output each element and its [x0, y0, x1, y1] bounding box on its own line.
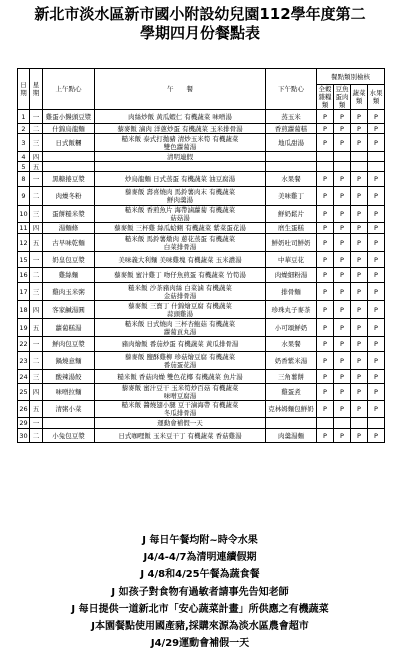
am-snack-cell: 味噌拉麵: [43, 384, 95, 401]
page-title-line-2: 學期四月份餐點表: [139, 24, 260, 42]
lunch-line: 藜麥飯 三寶丁 什錦燴豆腐 有機蔬菜: [128, 301, 232, 310]
weekday-cell: 四: [30, 301, 43, 319]
check-mark: P: [351, 206, 368, 223]
check-mark: [317, 418, 334, 429]
check-mark: [351, 418, 368, 429]
check-mark: P: [351, 223, 368, 234]
lunch-line: 炒烏龍麵 日式蒸蛋 有機蔬菜 油豆腐湯: [124, 175, 236, 183]
header-protein: 豆魚蛋肉類: [335, 85, 349, 109]
lunch-line: 糙米飯 香菇肉燥 雙色花椰 有機蔬菜 魚片湯: [117, 372, 243, 381]
am-snack-cell: 蘿蔔糕湯: [43, 319, 95, 337]
check-mark: P: [317, 301, 334, 319]
lunch-line: 糙米飯 香煎魚片 海帶滷蘿蔔 有機蔬菜: [124, 206, 236, 214]
pm-snack-cell: 雞蛋煮: [266, 384, 317, 401]
lunch-cell: [95, 223, 266, 234]
note-line: J本園餐點使用國產豬,採購來源為淡水區農會超市: [91, 621, 309, 633]
check-mark: P: [334, 319, 351, 337]
weekday-cell: 二: [30, 268, 43, 283]
lunch-line: 蘿蔔貢丸湯: [163, 327, 197, 336]
weekday-cell: 三: [30, 134, 43, 152]
weekday-cell: 四: [30, 152, 43, 162]
page-title-line-1: 新北市淡水區新市國小附設幼兒園112學年度第二: [34, 5, 366, 23]
note-line: J4/4-4/7為清明連續假期: [143, 552, 257, 564]
check-mark: P: [334, 124, 351, 134]
date-cell: 18: [18, 301, 30, 319]
pm-snack-cell: 三角薯餅: [266, 370, 317, 384]
pm-snack-cell: 排骨麵: [266, 283, 317, 301]
check-mark: [368, 162, 385, 172]
check-mark: P: [317, 429, 334, 443]
weekday-cell: 五: [30, 319, 43, 337]
pm-snack-cell: 蒸玉米: [266, 110, 317, 124]
check-mark: P: [351, 252, 368, 268]
lunch-cell: [95, 370, 266, 384]
lunch-line: 肉絲炒飯 黃瓜蝦仁 有機蔬菜 味噌湯: [128, 112, 232, 121]
check-mark: P: [334, 234, 351, 252]
check-mark: P: [351, 370, 368, 384]
weekday-cell: 二: [30, 187, 43, 206]
weekday-cell: 二: [30, 124, 43, 134]
check-mark: P: [334, 206, 351, 223]
pm-snack-cell: [266, 152, 317, 162]
table-row: [18, 234, 385, 252]
pm-snack-cell: 小可頌鮮奶: [266, 319, 317, 337]
check-mark: P: [351, 301, 368, 319]
date-cell: 11: [19, 224, 28, 232]
header-fruit: 水果類: [368, 85, 385, 110]
check-mark: P: [317, 384, 334, 401]
date-cell: 17: [18, 283, 30, 301]
check-mark: P: [334, 370, 351, 384]
check-mark: [368, 418, 385, 429]
lunch-cell: [95, 110, 266, 124]
check-mark: [334, 152, 351, 162]
check-mark: P: [368, 301, 385, 319]
check-mark: P: [334, 252, 351, 268]
am-snack-cell: 酸辣湯餃: [43, 370, 95, 384]
check-mark: [317, 152, 334, 162]
lunch-cell: [95, 429, 266, 443]
am-snack-cell: 古早味乾麵: [43, 234, 95, 252]
table-row: [18, 252, 385, 268]
weekday-cell: 二: [30, 352, 43, 370]
date-cell: 9: [18, 187, 30, 206]
table-row: [18, 134, 385, 152]
check-mark: P: [334, 268, 351, 283]
check-mark: P: [317, 283, 334, 301]
check-mark: P: [368, 384, 385, 401]
check-mark: P: [334, 172, 351, 187]
check-mark: P: [351, 384, 368, 401]
check-mark: [351, 162, 368, 172]
lunch-line: 美味義大利麵 美味雞塊 有機蔬菜 玉米濃湯: [118, 255, 242, 264]
am-snack-cell: 蛋餅糙米漿: [43, 206, 95, 223]
check-mark: P: [317, 252, 334, 268]
pm-snack-cell: 鮮奶吐司鮮奶: [266, 234, 317, 252]
check-mark: P: [368, 352, 385, 370]
header-grains: 全穀雜糧類: [318, 85, 332, 109]
am-snack-cell: [43, 418, 95, 429]
check-mark: P: [368, 401, 385, 418]
check-mark: P: [368, 268, 385, 283]
check-mark: P: [351, 110, 368, 124]
check-mark: P: [351, 124, 368, 134]
header-date: 日期: [18, 69, 30, 110]
lunch-line: 清明連假: [167, 152, 193, 161]
pm-snack-cell: 奶香紫米湯: [266, 352, 317, 370]
check-mark: [334, 162, 351, 172]
pm-snack-cell: 克林姆麵包鮮奶: [266, 401, 317, 418]
check-mark: P: [317, 337, 334, 352]
weekday-cell: 三: [30, 283, 43, 301]
date-cell: 26: [18, 401, 30, 418]
check-mark: P: [368, 124, 385, 134]
check-mark: P: [317, 187, 334, 206]
date-cell: 24: [18, 370, 30, 384]
lunch-line: 糙米飯 泰式打拋豬 清炒玉米筍 有機蔬菜: [121, 134, 239, 143]
lunch-cell: [95, 152, 266, 162]
check-mark: P: [334, 352, 351, 370]
check-mark: P: [368, 223, 385, 234]
check-mark: P: [368, 429, 385, 443]
lunch-line: 藜麥飯 蜜汁雞丁 吻仔魚煎蛋 有機蔬菜 竹筍湯: [114, 271, 246, 279]
check-mark: P: [368, 319, 385, 337]
date-cell: 29: [19, 419, 28, 427]
header-vegetables: 蔬菜類: [351, 85, 368, 110]
am-snack-cell: 黑糖捲豆漿: [43, 172, 95, 187]
check-mark: P: [368, 187, 385, 206]
check-mark: P: [334, 223, 351, 234]
lunch-line: 日式咖哩飯 玉米豆干丁 有機蔬菜 香菇雞湯: [118, 431, 242, 440]
lunch-cell: [95, 418, 266, 429]
date-cell: 4: [18, 152, 30, 162]
table-row: [18, 337, 385, 352]
pm-snack-cell: 磨生蛋糕: [266, 223, 317, 234]
table-row: [18, 172, 385, 187]
table-row: [18, 110, 385, 124]
note-line: J 每日午餐均附~時令水果: [142, 535, 258, 546]
weekday-cell: 二: [30, 429, 43, 443]
weekday-cell: 三: [30, 370, 43, 384]
date-cell: 23: [18, 352, 30, 370]
am-snack-cell: 什錦烏龍麵: [43, 124, 95, 134]
lunch-line: 菇菇湯: [170, 214, 190, 222]
check-mark: P: [351, 429, 368, 443]
note-line: J 如孩子對食物有過敏者請事先告知老師: [111, 586, 289, 598]
check-mark: P: [317, 401, 334, 418]
date-cell: 10: [18, 206, 30, 223]
check-mark: P: [334, 283, 351, 301]
am-snack-cell: 奶皇包豆漿: [43, 252, 95, 268]
header-pm-snack: 下午點心: [266, 69, 317, 110]
date-cell: 3: [18, 134, 30, 152]
check-mark: P: [368, 234, 385, 252]
check-mark: P: [317, 234, 334, 252]
weekday-cell: 一: [30, 110, 43, 124]
lunch-cell: [95, 124, 266, 134]
table-row: [18, 268, 385, 283]
lunch-cell: [95, 187, 266, 206]
header-checklist: 餐點類別檢核: [317, 69, 385, 85]
lunch-line: 蒜頭雞湯: [167, 309, 193, 318]
check-mark: P: [334, 110, 351, 124]
check-mark: P: [351, 268, 368, 283]
date-cell: 15: [18, 252, 30, 268]
weekday-cell: 五: [30, 162, 43, 172]
check-mark: [351, 152, 368, 162]
lunch-line: 糙米飯 醬燒翅小腿 豆干滷海帶 有機蔬菜: [121, 401, 239, 409]
weekday-cell: 一: [30, 337, 43, 352]
lunch-cell: [95, 172, 266, 187]
table-row: [18, 187, 385, 206]
am-snack-cell: 雞肉玉米粥: [43, 283, 95, 301]
lunch-line: 藜麥飯 鹽酥雞柳 珍菇燴豆腐 有機蔬菜: [124, 352, 236, 361]
lunch-line: 糙米飯 日式燒肉 三杯杏鮑菇 有機蔬菜: [124, 319, 236, 328]
lunch-cell: [95, 319, 266, 337]
date-cell: 22: [18, 337, 30, 352]
lunch-cell: [95, 268, 266, 283]
date-cell: 2: [18, 124, 30, 134]
check-mark: P: [317, 206, 334, 223]
lunch-line: 鮮肉羹湯: [167, 196, 193, 204]
lunch-line: 白菜排骨湯: [163, 242, 197, 251]
date-cell: 19: [18, 319, 30, 337]
check-mark: P: [334, 337, 351, 352]
weekday-cell: 五: [30, 401, 43, 418]
check-mark: P: [334, 429, 351, 443]
lunch-cell: [95, 352, 266, 370]
pm-snack-cell: 美味雞丁: [266, 187, 317, 206]
lunch-cell: [95, 134, 266, 152]
menu-body: [18, 110, 385, 443]
check-mark: P: [334, 187, 351, 206]
lunch-line: 雙色蘿蔔湯: [163, 142, 197, 151]
weekday-cell: 五: [30, 234, 43, 252]
table-row: [18, 384, 385, 401]
weekday-cell: 三: [30, 206, 43, 223]
check-mark: P: [317, 172, 334, 187]
check-mark: P: [368, 134, 385, 152]
check-mark: P: [368, 206, 385, 223]
note-line: J 4/8和4/25午餐為蔬食餐: [140, 569, 260, 581]
date-cell: 5: [18, 162, 30, 172]
pm-snack-cell: 肉燥細粉湯: [266, 268, 317, 283]
table-row: [18, 223, 385, 234]
date-cell: 25: [18, 384, 30, 401]
check-mark: P: [351, 401, 368, 418]
header-weekday: 星期: [30, 69, 43, 110]
check-mark: P: [317, 352, 334, 370]
am-snack-cell: 小兔包豆漿: [43, 429, 95, 443]
lunch-line: 藜麥飯 滷肉 洋蔥炒蛋 有機蔬菜 玉米排骨湯: [117, 124, 243, 133]
pm-snack-cell: 珍珠丸子麥茶: [266, 301, 317, 319]
check-mark: P: [351, 319, 368, 337]
am-snack-cell: 鍋燒意麵: [43, 352, 95, 370]
check-mark: [334, 418, 351, 429]
check-mark: P: [317, 124, 334, 134]
pm-snack-cell: 水果餐: [266, 172, 317, 187]
check-mark: P: [351, 134, 368, 152]
table-row: [18, 401, 385, 418]
check-mark: P: [317, 223, 334, 234]
date-cell: 30: [18, 429, 30, 443]
lunch-line: 豬肉燴飯 番茄炒蛋 有機蔬菜 黃瓜排骨湯: [121, 340, 239, 348]
lunch-cell: [95, 252, 266, 268]
lunch-cell: [95, 401, 266, 418]
date-cell: 12: [18, 234, 30, 252]
am-snack-cell: 肉燥冬粉: [43, 187, 95, 206]
check-mark: P: [368, 172, 385, 187]
am-snack-cell: 雞蛋小饅頭豆漿: [43, 110, 95, 124]
check-mark: P: [351, 187, 368, 206]
table-row: [18, 319, 385, 337]
weekday-cell: 一: [30, 172, 43, 187]
lunch-line: 糙米飯 馬鈴薯燉肉 蔥花蒸蛋 有機蔬菜: [124, 234, 236, 243]
pm-snack-cell: [266, 418, 317, 429]
check-mark: P: [334, 384, 351, 401]
am-snack-cell: [43, 152, 95, 162]
date-cell: 8: [18, 172, 30, 187]
am-snack-cell: 客家鹹湯圓: [43, 301, 95, 319]
check-mark: [368, 152, 385, 162]
pm-snack-cell: 水果餐: [266, 337, 317, 352]
table-row: [18, 152, 385, 162]
lunch-cell: [95, 206, 266, 223]
header-lunch: 午 餐: [95, 69, 266, 110]
check-mark: [317, 162, 334, 172]
check-mark: P: [351, 172, 368, 187]
table-row: [18, 301, 385, 319]
pm-snack-cell: [266, 162, 317, 172]
check-mark: P: [334, 134, 351, 152]
check-mark: P: [334, 401, 351, 418]
check-mark: P: [351, 234, 368, 252]
header-am-snack: 上午點心: [43, 69, 95, 110]
table-row: [18, 162, 385, 172]
table-row: [18, 418, 385, 429]
table-row: [18, 429, 385, 443]
lunch-line: 藜麥飯 壽喜燒肉 馬鈴薯肉末 有機蔬菜: [124, 188, 236, 196]
am-snack-cell: 湯麵條: [43, 223, 95, 234]
menu-table: [17, 68, 385, 443]
pm-snack-cell: 肉羹湯麵: [266, 429, 317, 443]
lunch-cell: [95, 283, 266, 301]
check-mark: P: [317, 319, 334, 337]
table-row: [18, 206, 385, 223]
lunch-cell: [95, 162, 266, 172]
weekday-cell: 一: [30, 252, 43, 268]
weekday-cell: 四: [30, 384, 43, 401]
check-mark: P: [351, 352, 368, 370]
check-mark: P: [351, 337, 368, 352]
lunch-cell: [95, 384, 266, 401]
lunch-cell: [95, 234, 266, 252]
lunch-line: 番茄蛋花湯: [163, 360, 197, 369]
check-mark: P: [368, 252, 385, 268]
table-row: [18, 283, 385, 301]
lunch-line: 冬瓜排骨湯: [163, 409, 197, 417]
note-line: J4/29運動會補假一天: [150, 638, 250, 650]
date-cell: 16: [18, 268, 30, 283]
date-cell: 1: [18, 110, 30, 124]
lunch-line: 運動會補假一天: [157, 419, 203, 427]
check-mark: P: [368, 370, 385, 384]
lunch-line: 藜麥飯 蜜汁豆干 玉米筍炒百菇 有機蔬菜: [121, 384, 239, 392]
am-snack-cell: 雞絲麵: [43, 268, 95, 283]
weekday-cell: 四: [30, 223, 43, 234]
table-row: [18, 124, 385, 134]
lunch-cell: [95, 301, 266, 319]
check-mark: P: [317, 370, 334, 384]
check-mark: P: [317, 110, 334, 124]
lunch-line: 糙米飯 沙茶豬肉絲 白菜滷 有機蔬菜: [128, 283, 232, 292]
check-mark: P: [368, 110, 385, 124]
lunch-line: 金菇排骨湯: [163, 291, 197, 300]
table-row: [18, 370, 385, 384]
check-mark: P: [368, 283, 385, 301]
lunch-line: 味噌豆腐湯: [163, 392, 197, 400]
am-snack-cell: 鮮肉包豆漿: [43, 337, 95, 352]
lunch-cell: [95, 337, 266, 352]
am-snack-cell: 清粥小菜: [43, 401, 95, 418]
am-snack-cell: 日式飯糰: [43, 134, 95, 152]
note-line: J 每日提供一道新北市「安心蔬菜計畫」所供應之有機蔬菜: [71, 603, 329, 615]
pm-snack-cell: 中華豆花: [266, 252, 317, 268]
am-snack-cell: [43, 162, 95, 172]
pm-snack-cell: 香煎蘿蔔糕: [266, 124, 317, 134]
pm-snack-cell: 鮮奶鬆片: [266, 206, 317, 223]
lunch-line: 藜麥飯 三杯雞 絲瓜蛤蜊 有機蔬菜 紫菜蛋花湯: [114, 224, 246, 232]
check-mark: P: [334, 301, 351, 319]
pm-snack-cell: 地瓜甜湯: [266, 134, 317, 152]
notes: [0, 532, 400, 652]
table-row: [18, 352, 385, 370]
check-mark: P: [317, 268, 334, 283]
check-mark: P: [351, 283, 368, 301]
weekday-cell: 一: [30, 418, 43, 429]
check-mark: P: [317, 134, 334, 152]
check-mark: P: [368, 337, 385, 352]
